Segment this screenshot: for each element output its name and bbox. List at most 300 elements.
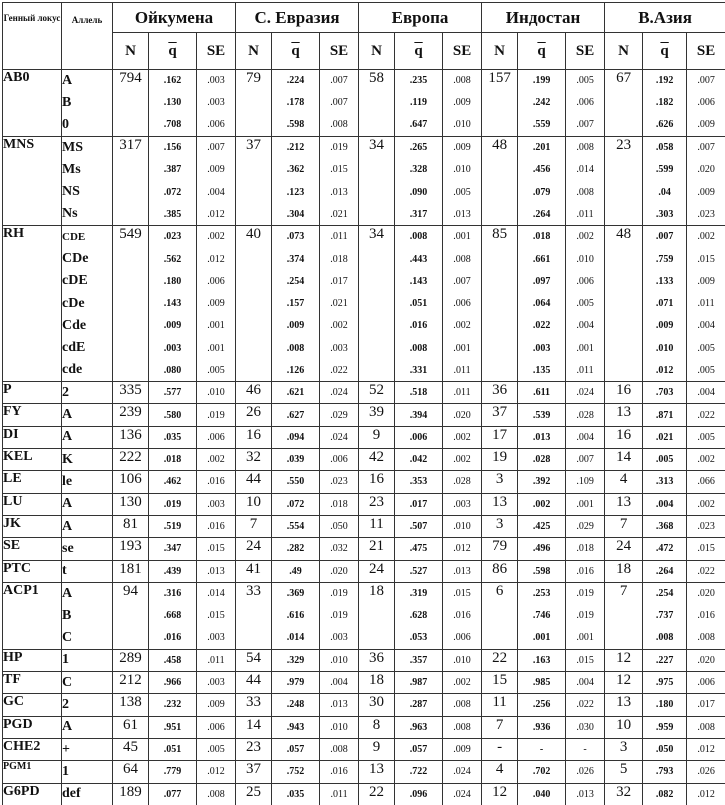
standard-error-cell: .011 <box>687 292 725 314</box>
standard-error-cell: .006 <box>197 716 236 738</box>
standard-error-cell: .008 <box>443 694 482 716</box>
frequency-cell: .253 <box>518 582 566 604</box>
frequency-cell: .013 <box>518 426 566 448</box>
sample-size-cell: 54 <box>236 649 272 671</box>
standard-error-cell: .003 <box>443 493 482 515</box>
standard-error-cell: .008 <box>566 181 605 203</box>
allele-cell: C <box>62 672 113 694</box>
standard-error-cell: .006 <box>566 92 605 114</box>
sample-size-cell: 32 <box>605 783 643 805</box>
frequency-cell: .008 <box>395 337 443 359</box>
sample-size-cell: 33 <box>236 694 272 716</box>
standard-error-cell: .008 <box>687 716 725 738</box>
allele-cell: 1 <box>62 761 113 783</box>
frequency-cell: .368 <box>643 515 687 537</box>
frequency-cell: .871 <box>643 404 687 426</box>
standard-error-cell: .022 <box>687 404 725 426</box>
standard-error-cell: .011 <box>443 382 482 404</box>
standard-error-cell: .011 <box>320 226 359 248</box>
standard-error-cell: .013 <box>443 203 482 225</box>
frequency-cell: .009 <box>643 315 687 337</box>
frequency-cell: .353 <box>395 471 443 493</box>
standard-error-cell: .001 <box>197 337 236 359</box>
frequency-cell: .779 <box>149 761 197 783</box>
frequency-cell: .317 <box>395 203 443 225</box>
standard-error-cell: .013 <box>443 560 482 582</box>
standard-error-cell: .008 <box>197 783 236 805</box>
subheader-n: N <box>236 33 272 70</box>
standard-error-cell: .009 <box>443 738 482 760</box>
sample-size-cell: 46 <box>236 382 272 404</box>
sample-size-cell: 79 <box>236 70 272 137</box>
frequency-cell: .050 <box>643 738 687 760</box>
standard-error-cell: .015 <box>687 538 725 560</box>
frequency-cell: .096 <box>395 783 443 805</box>
frequency-cell: .722 <box>395 761 443 783</box>
frequency-cell: .254 <box>643 582 687 604</box>
sample-size-cell: 18 <box>605 560 643 582</box>
standard-error-cell: .009 <box>687 181 725 203</box>
locus-cell: SE <box>3 538 62 560</box>
sample-size-cell: 61 <box>113 716 149 738</box>
standard-error-cell: .001 <box>566 337 605 359</box>
frequency-cell: .097 <box>518 270 566 292</box>
frequency-cell: .539 <box>518 404 566 426</box>
standard-error-cell: .009 <box>197 159 236 181</box>
standard-error-cell: .007 <box>566 114 605 136</box>
frequency-cell: .496 <box>518 538 566 560</box>
standard-error-cell: .002 <box>687 493 725 515</box>
frequency-cell: .248 <box>272 694 320 716</box>
frequency-cell: .387 <box>149 159 197 181</box>
standard-error-cell: .009 <box>197 292 236 314</box>
standard-error-cell: .006 <box>687 672 725 694</box>
locus-cell: PTC <box>3 560 62 582</box>
frequency-cell: .073 <box>272 226 320 248</box>
standard-error-cell: .007 <box>687 70 725 92</box>
frequency-cell: .519 <box>149 515 197 537</box>
frequency-cell: .49 <box>272 560 320 582</box>
sample-size-cell: 17 <box>482 426 518 448</box>
frequency-cell: .079 <box>518 181 566 203</box>
standard-error-cell: .013 <box>197 560 236 582</box>
standard-error-cell: .008 <box>443 248 482 270</box>
frequency-cell: .425 <box>518 515 566 537</box>
sample-size-cell: 16 <box>605 426 643 448</box>
standard-error-cell: .024 <box>320 426 359 448</box>
frequency-cell: .018 <box>149 449 197 471</box>
sample-size-cell: 26 <box>236 404 272 426</box>
subheader-se: SE <box>443 33 482 70</box>
frequency-cell: .143 <box>149 292 197 314</box>
sample-size-cell: 193 <box>113 538 149 560</box>
standard-error-cell: .010 <box>197 382 236 404</box>
standard-error-cell: .005 <box>566 70 605 92</box>
frequency-cell: .627 <box>272 404 320 426</box>
frequency-cell: .328 <box>395 159 443 181</box>
subheader-se: SE <box>320 33 359 70</box>
standard-error-cell: .009 <box>687 270 725 292</box>
standard-error-cell: .008 <box>687 627 725 649</box>
standard-error-cell: .029 <box>320 404 359 426</box>
sample-size-cell: 5 <box>605 761 643 783</box>
frequency-cell: .057 <box>395 738 443 760</box>
table-row <box>3 716 725 738</box>
table-row <box>3 672 725 694</box>
frequency-cell: .051 <box>149 738 197 760</box>
sample-size-cell: 44 <box>236 672 272 694</box>
sample-size-cell: 222 <box>113 449 149 471</box>
sample-size-cell: 3 <box>482 471 518 493</box>
frequency-cell: .023 <box>149 226 197 248</box>
sample-size-cell: 335 <box>113 382 149 404</box>
standard-error-cell: .032 <box>320 538 359 560</box>
table-row <box>3 136 725 158</box>
frequency-cell: .242 <box>518 92 566 114</box>
frequency-cell: .182 <box>643 92 687 114</box>
locus-cell: MNS <box>3 136 62 225</box>
frequency-cell: .003 <box>149 337 197 359</box>
locus-cell: PGD <box>3 716 62 738</box>
frequency-cell: .264 <box>643 560 687 582</box>
frequency-cell: .123 <box>272 181 320 203</box>
sample-size-cell: 7 <box>605 515 643 537</box>
frequency-cell: .936 <box>518 716 566 738</box>
frequency-cell: .254 <box>272 270 320 292</box>
standard-error-cell: .002 <box>443 449 482 471</box>
table-row <box>3 449 725 471</box>
frequency-cell: .227 <box>643 649 687 671</box>
sample-size-cell: 41 <box>236 560 272 582</box>
sample-size-cell: 16 <box>605 382 643 404</box>
sample-size-cell: 13 <box>605 493 643 515</box>
region-header-hindustan: Индостан <box>482 3 605 33</box>
allele-cell: t <box>62 560 113 582</box>
sample-size-cell: 24 <box>605 538 643 560</box>
table-row <box>3 404 725 426</box>
frequency-cell: .703 <box>643 382 687 404</box>
frequency-cell: .456 <box>518 159 566 181</box>
standard-error-cell: .006 <box>566 270 605 292</box>
frequency-cell: .628 <box>395 605 443 627</box>
standard-error-cell: .020 <box>687 159 725 181</box>
standard-error-cell: .009 <box>443 92 482 114</box>
allele-cell: B <box>62 605 113 627</box>
standard-error-cell: .015 <box>687 248 725 270</box>
locus-cell: TF <box>3 672 62 694</box>
frequency-cell: .082 <box>643 783 687 805</box>
standard-error-cell: .011 <box>443 359 482 381</box>
frequency-cell: - <box>518 738 566 760</box>
locus-cell: CHE2 <box>3 738 62 760</box>
standard-error-cell: .017 <box>687 694 725 716</box>
sample-size-cell: 4 <box>482 761 518 783</box>
standard-error-cell: .010 <box>320 649 359 671</box>
frequency-cell: .004 <box>643 493 687 515</box>
frequency-cell: .598 <box>518 560 566 582</box>
allele-cell: cde <box>62 359 113 381</box>
standard-error-cell: .002 <box>687 226 725 248</box>
standard-error-cell: .028 <box>443 471 482 493</box>
allele-cell: 2 <box>62 382 113 404</box>
table-row <box>3 382 725 404</box>
sample-size-cell: 48 <box>605 226 643 382</box>
standard-error-cell: .020 <box>687 582 725 604</box>
frequency-cell: .002 <box>518 493 566 515</box>
frequency-cell: .019 <box>149 493 197 515</box>
standard-error-cell: .013 <box>320 181 359 203</box>
frequency-cell: .746 <box>518 605 566 627</box>
sample-size-cell: 14 <box>605 449 643 471</box>
allele-cell: A <box>62 515 113 537</box>
standard-error-cell: .019 <box>566 582 605 604</box>
frequency-cell: .009 <box>272 315 320 337</box>
frequency-cell: .385 <box>149 203 197 225</box>
frequency-cell: .072 <box>272 493 320 515</box>
frequency-cell: .518 <box>395 382 443 404</box>
standard-error-cell: .016 <box>197 515 236 537</box>
sample-size-cell: 25 <box>236 783 272 805</box>
frequency-cell: .611 <box>518 382 566 404</box>
standard-error-cell: .016 <box>320 761 359 783</box>
allele-cell: A <box>62 70 113 92</box>
frequency-cell: .199 <box>518 70 566 92</box>
frequency-cell: .010 <box>643 337 687 359</box>
standard-error-cell: .019 <box>197 404 236 426</box>
standard-error-cell: .015 <box>443 582 482 604</box>
sample-size-cell: 7 <box>236 515 272 537</box>
frequency-cell: .329 <box>272 649 320 671</box>
frequency-cell: .966 <box>149 672 197 694</box>
sample-size-cell: 23 <box>605 136 643 225</box>
sample-size-cell: 10 <box>605 716 643 738</box>
sample-size-cell: 37 <box>236 761 272 783</box>
sample-size-cell: 39 <box>359 404 395 426</box>
standard-error-cell: .006 <box>197 270 236 292</box>
frequency-cell: .040 <box>518 783 566 805</box>
locus-cell: DI <box>3 426 62 448</box>
standard-error-cell: .005 <box>687 337 725 359</box>
sample-size-cell: 64 <box>113 761 149 783</box>
allele-cell: cdE <box>62 337 113 359</box>
sample-size-cell: 11 <box>359 515 395 537</box>
locus-cell: JK <box>3 515 62 537</box>
locus-header: Генный локус <box>3 3 62 70</box>
frequency-cell: .951 <box>149 716 197 738</box>
standard-error-cell: .012 <box>197 761 236 783</box>
subheader-n: N <box>359 33 395 70</box>
standard-error-cell: .013 <box>320 694 359 716</box>
standard-error-cell: .011 <box>320 783 359 805</box>
allele-cell: MS <box>62 136 113 158</box>
frequency-cell: .554 <box>272 515 320 537</box>
region-header-europe: Европа <box>359 3 482 33</box>
frequency-cell: .737 <box>643 605 687 627</box>
standard-error-cell: .004 <box>566 315 605 337</box>
sample-size-cell: 289 <box>113 649 149 671</box>
frequency-cell: .003 <box>518 337 566 359</box>
standard-error-cell: .005 <box>197 738 236 760</box>
sample-size-cell: 13 <box>605 694 643 716</box>
standard-error-cell: .026 <box>687 761 725 783</box>
standard-error-cell: .018 <box>320 248 359 270</box>
allele-cell: A <box>62 716 113 738</box>
sample-size-cell: 34 <box>359 226 395 382</box>
standard-error-cell: .017 <box>320 270 359 292</box>
standard-error-cell: .022 <box>687 560 725 582</box>
sample-size-cell: 48 <box>482 136 518 225</box>
frequency-cell: .979 <box>272 672 320 694</box>
frequency-cell: .071 <box>643 292 687 314</box>
sample-size-cell: 12 <box>482 783 518 805</box>
standard-error-cell: .008 <box>443 70 482 92</box>
frequency-cell: .016 <box>149 627 197 649</box>
frequency-cell: .005 <box>643 449 687 471</box>
allele-cell: 2 <box>62 694 113 716</box>
locus-cell: RH <box>3 226 62 382</box>
standard-error-cell: .005 <box>566 292 605 314</box>
standard-error-cell: .005 <box>197 359 236 381</box>
frequency-cell: .035 <box>272 783 320 805</box>
sample-size-cell: 189 <box>113 783 149 805</box>
frequency-cell: .135 <box>518 359 566 381</box>
allele-cell: B <box>62 92 113 114</box>
allele-cell: K <box>62 449 113 471</box>
standard-error-cell: .002 <box>443 315 482 337</box>
standard-error-cell: .007 <box>443 270 482 292</box>
standard-error-cell: .019 <box>566 605 605 627</box>
frequency-cell: .009 <box>149 315 197 337</box>
frequency-cell: .319 <box>395 582 443 604</box>
subheader-se: SE <box>687 33 725 70</box>
sample-size-cell: 81 <box>113 515 149 537</box>
standard-error-cell: .023 <box>687 203 725 225</box>
sample-size-cell: 22 <box>482 649 518 671</box>
standard-error-cell: .007 <box>320 92 359 114</box>
standard-error-cell: .002 <box>197 226 236 248</box>
frequency-cell: .357 <box>395 649 443 671</box>
frequency-cell: .192 <box>643 70 687 92</box>
sample-size-cell: 45 <box>113 738 149 760</box>
sample-size-cell: 18 <box>359 672 395 694</box>
subheader-q: $\overline{q}$ <box>395 33 443 70</box>
standard-error-cell: .018 <box>320 493 359 515</box>
standard-error-cell: .001 <box>566 493 605 515</box>
sample-size-cell: 794 <box>113 70 149 137</box>
frequency-cell: .616 <box>272 605 320 627</box>
frequency-cell: .303 <box>643 203 687 225</box>
table-row <box>3 761 725 783</box>
standard-error-cell: .026 <box>566 761 605 783</box>
standard-error-cell: .001 <box>443 337 482 359</box>
sample-size-cell: 21 <box>359 538 395 560</box>
frequency-cell: .959 <box>643 716 687 738</box>
frequency-cell: .550 <box>272 471 320 493</box>
standard-error-cell: .001 <box>197 315 236 337</box>
allele-cell: 1 <box>62 649 113 671</box>
frequency-cell: .369 <box>272 582 320 604</box>
frequency-cell: .018 <box>518 226 566 248</box>
sample-size-cell: 40 <box>236 226 272 382</box>
sample-size-cell: 79 <box>482 538 518 560</box>
sample-size-cell: 24 <box>236 538 272 560</box>
frequency-cell: .313 <box>643 471 687 493</box>
frequency-cell: .577 <box>149 382 197 404</box>
standard-error-cell: .001 <box>566 627 605 649</box>
subheader-q: $\overline{q}$ <box>518 33 566 70</box>
standard-error-cell: .021 <box>320 203 359 225</box>
standard-error-cell: .003 <box>197 493 236 515</box>
frequency-cell: .347 <box>149 538 197 560</box>
allele-cell: A <box>62 426 113 448</box>
standard-error-cell: .010 <box>443 515 482 537</box>
standard-error-cell: .024 <box>320 382 359 404</box>
standard-error-cell: .003 <box>197 627 236 649</box>
standard-error-cell: .005 <box>443 181 482 203</box>
standard-error-cell: .020 <box>443 404 482 426</box>
standard-error-cell: .006 <box>443 627 482 649</box>
standard-error-cell: .015 <box>197 605 236 627</box>
allele-cell: 0 <box>62 114 113 136</box>
frequency-cell: .012 <box>643 359 687 381</box>
sample-size-cell: 32 <box>236 449 272 471</box>
standard-error-cell: .022 <box>320 359 359 381</box>
frequency-cell: .157 <box>272 292 320 314</box>
standard-error-cell: .016 <box>687 605 725 627</box>
frequency-cell: .708 <box>149 114 197 136</box>
frequency-cell: .094 <box>272 426 320 448</box>
sample-size-cell: 12 <box>605 672 643 694</box>
locus-cell: LE <box>3 471 62 493</box>
sample-size-cell: 7 <box>605 582 643 649</box>
frequency-cell: .621 <box>272 382 320 404</box>
sample-size-cell: 130 <box>113 493 149 515</box>
standard-error-cell: .029 <box>566 515 605 537</box>
frequency-cell: .077 <box>149 783 197 805</box>
sample-size-cell: 19 <box>482 449 518 471</box>
frequency-cell: .021 <box>643 426 687 448</box>
frequency-cell: .439 <box>149 560 197 582</box>
standard-error-cell: .012 <box>197 203 236 225</box>
frequency-cell: .264 <box>518 203 566 225</box>
standard-error-cell: .050 <box>320 515 359 537</box>
frequency-cell: .626 <box>643 114 687 136</box>
sample-size-cell: 13 <box>359 761 395 783</box>
region-header-oikumena: Ойкумена <box>113 3 236 33</box>
table-row <box>3 582 725 604</box>
frequency-cell: .443 <box>395 248 443 270</box>
standard-error-cell: .001 <box>443 226 482 248</box>
standard-error-cell: .003 <box>197 672 236 694</box>
frequency-cell: .985 <box>518 672 566 694</box>
standard-error-cell: .012 <box>687 783 725 805</box>
locus-cell: KEL <box>3 449 62 471</box>
sample-size-cell: 36 <box>482 382 518 404</box>
standard-error-cell: .008 <box>566 136 605 158</box>
frequency-cell: .793 <box>643 761 687 783</box>
sample-size-cell: 30 <box>359 694 395 716</box>
standard-error-cell: .009 <box>197 694 236 716</box>
frequency-cell: .126 <box>272 359 320 381</box>
standard-error-cell: .066 <box>687 471 725 493</box>
standard-error-cell: .010 <box>320 716 359 738</box>
region-header-north-eurasia: С. Евразия <box>236 3 359 33</box>
sample-size-cell: 58 <box>359 70 395 137</box>
sample-size-cell: 24 <box>359 560 395 582</box>
standard-error-cell: .009 <box>687 114 725 136</box>
standard-error-cell: .019 <box>320 605 359 627</box>
allele-cell: A <box>62 404 113 426</box>
